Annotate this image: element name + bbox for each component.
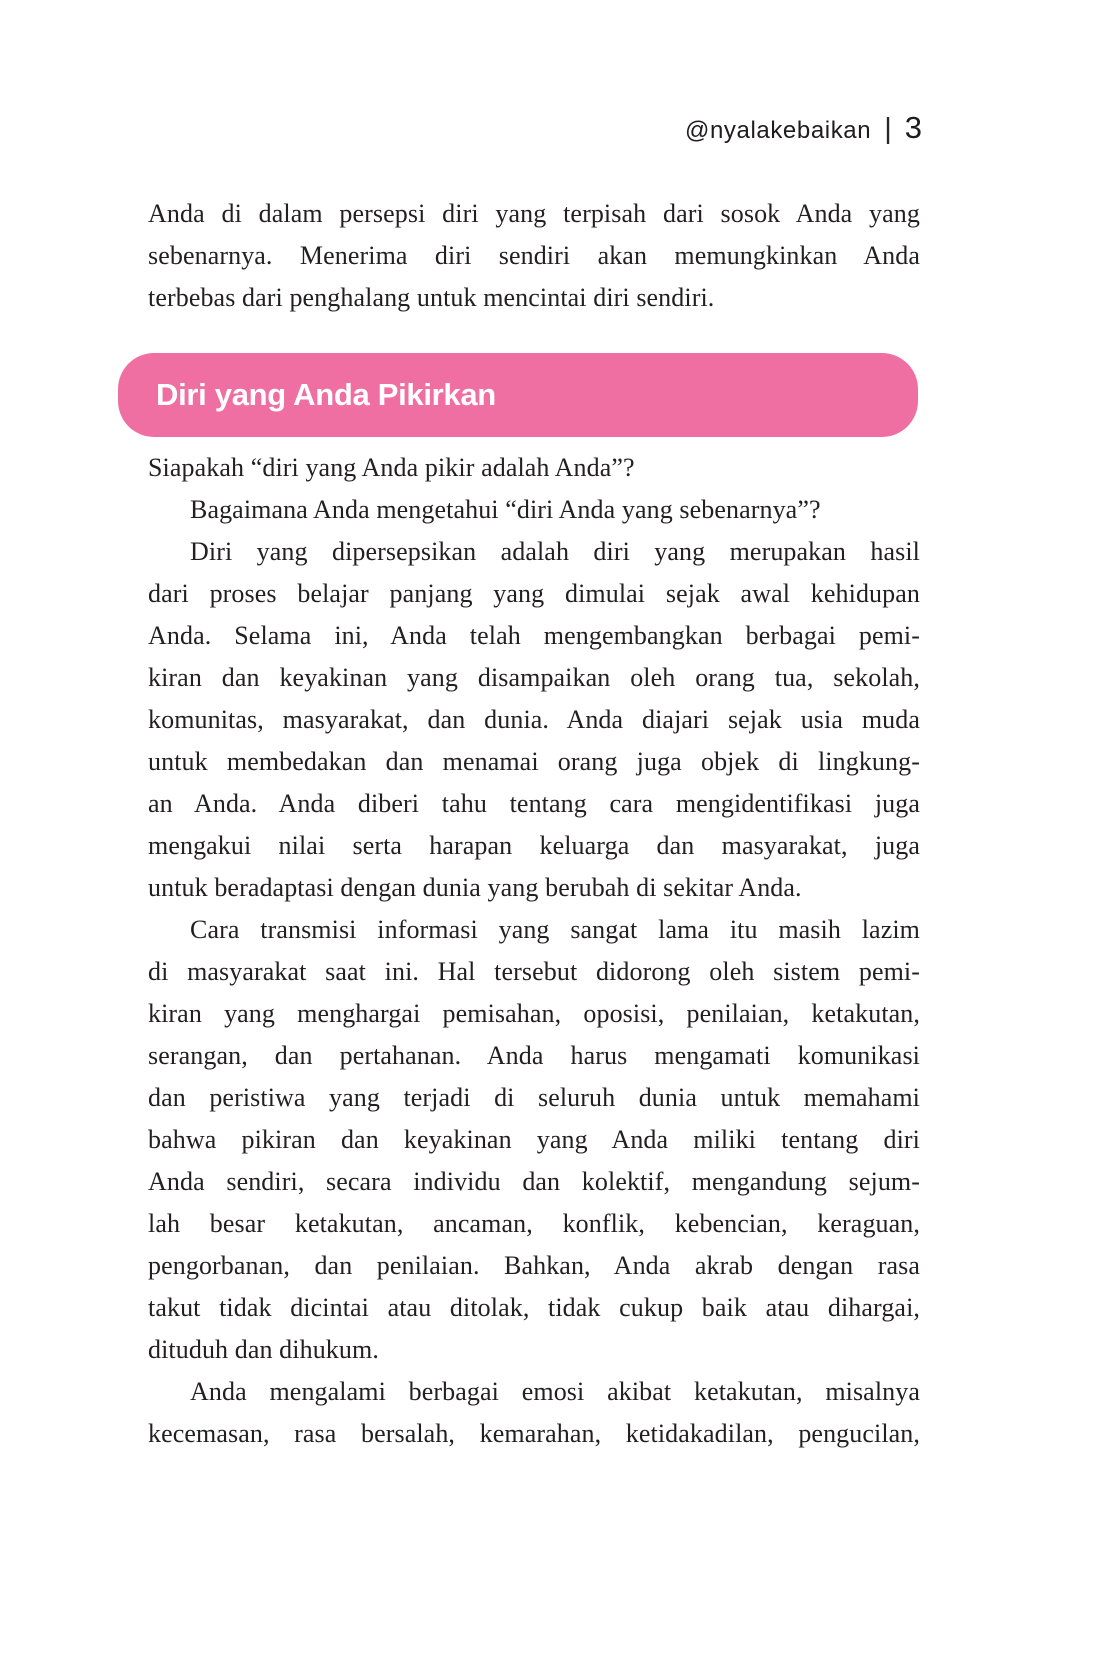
- text-line: serangan, dan pertahanan. Anda harus mengamati komunikasi: [148, 1041, 920, 1070]
- text-line: terbebas dari penghalang untuk mencintai diri sendiri.: [148, 283, 715, 312]
- text-line: di masyarakat saat ini. Hal tersebut didorong oleh sistem pemi-: [148, 957, 920, 986]
- text-line: Bagaimana Anda mengetahui “diri Anda yang sebenarnya”?: [190, 495, 821, 524]
- intro-paragraph: [148, 193, 920, 319]
- header-separator: |: [884, 113, 892, 145]
- text-line: Anda sendiri, secara individu dan kolektif, mengandung sejum-: [148, 1167, 920, 1196]
- page-content: [148, 193, 920, 1455]
- text-line: komunitas, masyarakat, dan dunia. Anda diajari sejak usia muda: [148, 705, 920, 734]
- text-line: Anda di dalam persepsi diri yang terpisah dari sosok Anda yang: [148, 199, 920, 228]
- text-line: dari proses belajar panjang yang dimulai sejak awal kehidupan: [148, 579, 920, 608]
- text-line: bahwa pikiran dan keyakinan yang Anda miliki tentang diri: [148, 1125, 920, 1154]
- text-line: kiran dan keyakinan yang disampaikan oleh orang tua, sekolah,: [148, 663, 920, 692]
- text-line: pengorbanan, dan penilaian. Bahkan, Anda akrab dengan rasa: [148, 1251, 920, 1280]
- text-line: Diri yang dipersepsikan adalah diri yang merupakan hasil: [190, 537, 920, 566]
- page-header: [685, 110, 922, 146]
- body-text: [148, 447, 920, 1455]
- section-banner: [118, 353, 918, 437]
- social-handle: @nyalakebaikan: [684, 117, 872, 144]
- text-line: Anda. Selama ini, Anda telah mengembangkan berbagai pemi-: [148, 621, 920, 650]
- text-line: untuk membedakan dan menamai orang juga objek di lingkung-: [148, 747, 920, 776]
- text-line: kiran yang menghargai pemisahan, oposisi, penilaian, ketakutan,: [148, 999, 920, 1028]
- text-line: dan peristiwa yang terjadi di seluruh dunia untuk memahami: [148, 1083, 920, 1112]
- text-line: dituduh dan dihukum.: [148, 1335, 379, 1364]
- page-number: 3: [904, 110, 922, 145]
- text-line: sebenarnya. Menerima diri sendiri akan memungkinkan Anda: [148, 241, 920, 270]
- text-line: kecemasan, rasa bersalah, kemarahan, ketidakadilan, pengucilan,: [148, 1419, 920, 1448]
- text-line: lah besar ketakutan, ancaman, konflik, kebencian, keraguan,: [148, 1209, 920, 1238]
- section-title: Diri yang Anda Pikirkan: [156, 377, 496, 412]
- text-line: Cara transmisi informasi yang sangat lama itu masih lazim: [190, 915, 920, 944]
- text-line: mengakui nilai serta harapan keluarga dan masyarakat, juga: [148, 831, 920, 860]
- text-line: Siapakah “diri yang Anda pikir adalah Anda”?: [148, 453, 635, 482]
- text-line: Anda mengalami berbagai emosi akibat ketakutan, misalnya: [190, 1377, 920, 1406]
- text-line: takut tidak dicintai atau ditolak, tidak cukup baik atau dihargai,: [148, 1293, 920, 1322]
- text-line: an Anda. Anda diberi tahu tentang cara mengidentifikasi juga: [148, 789, 920, 818]
- text-line: untuk beradaptasi dengan dunia yang berubah di sekitar Anda.: [148, 873, 802, 902]
